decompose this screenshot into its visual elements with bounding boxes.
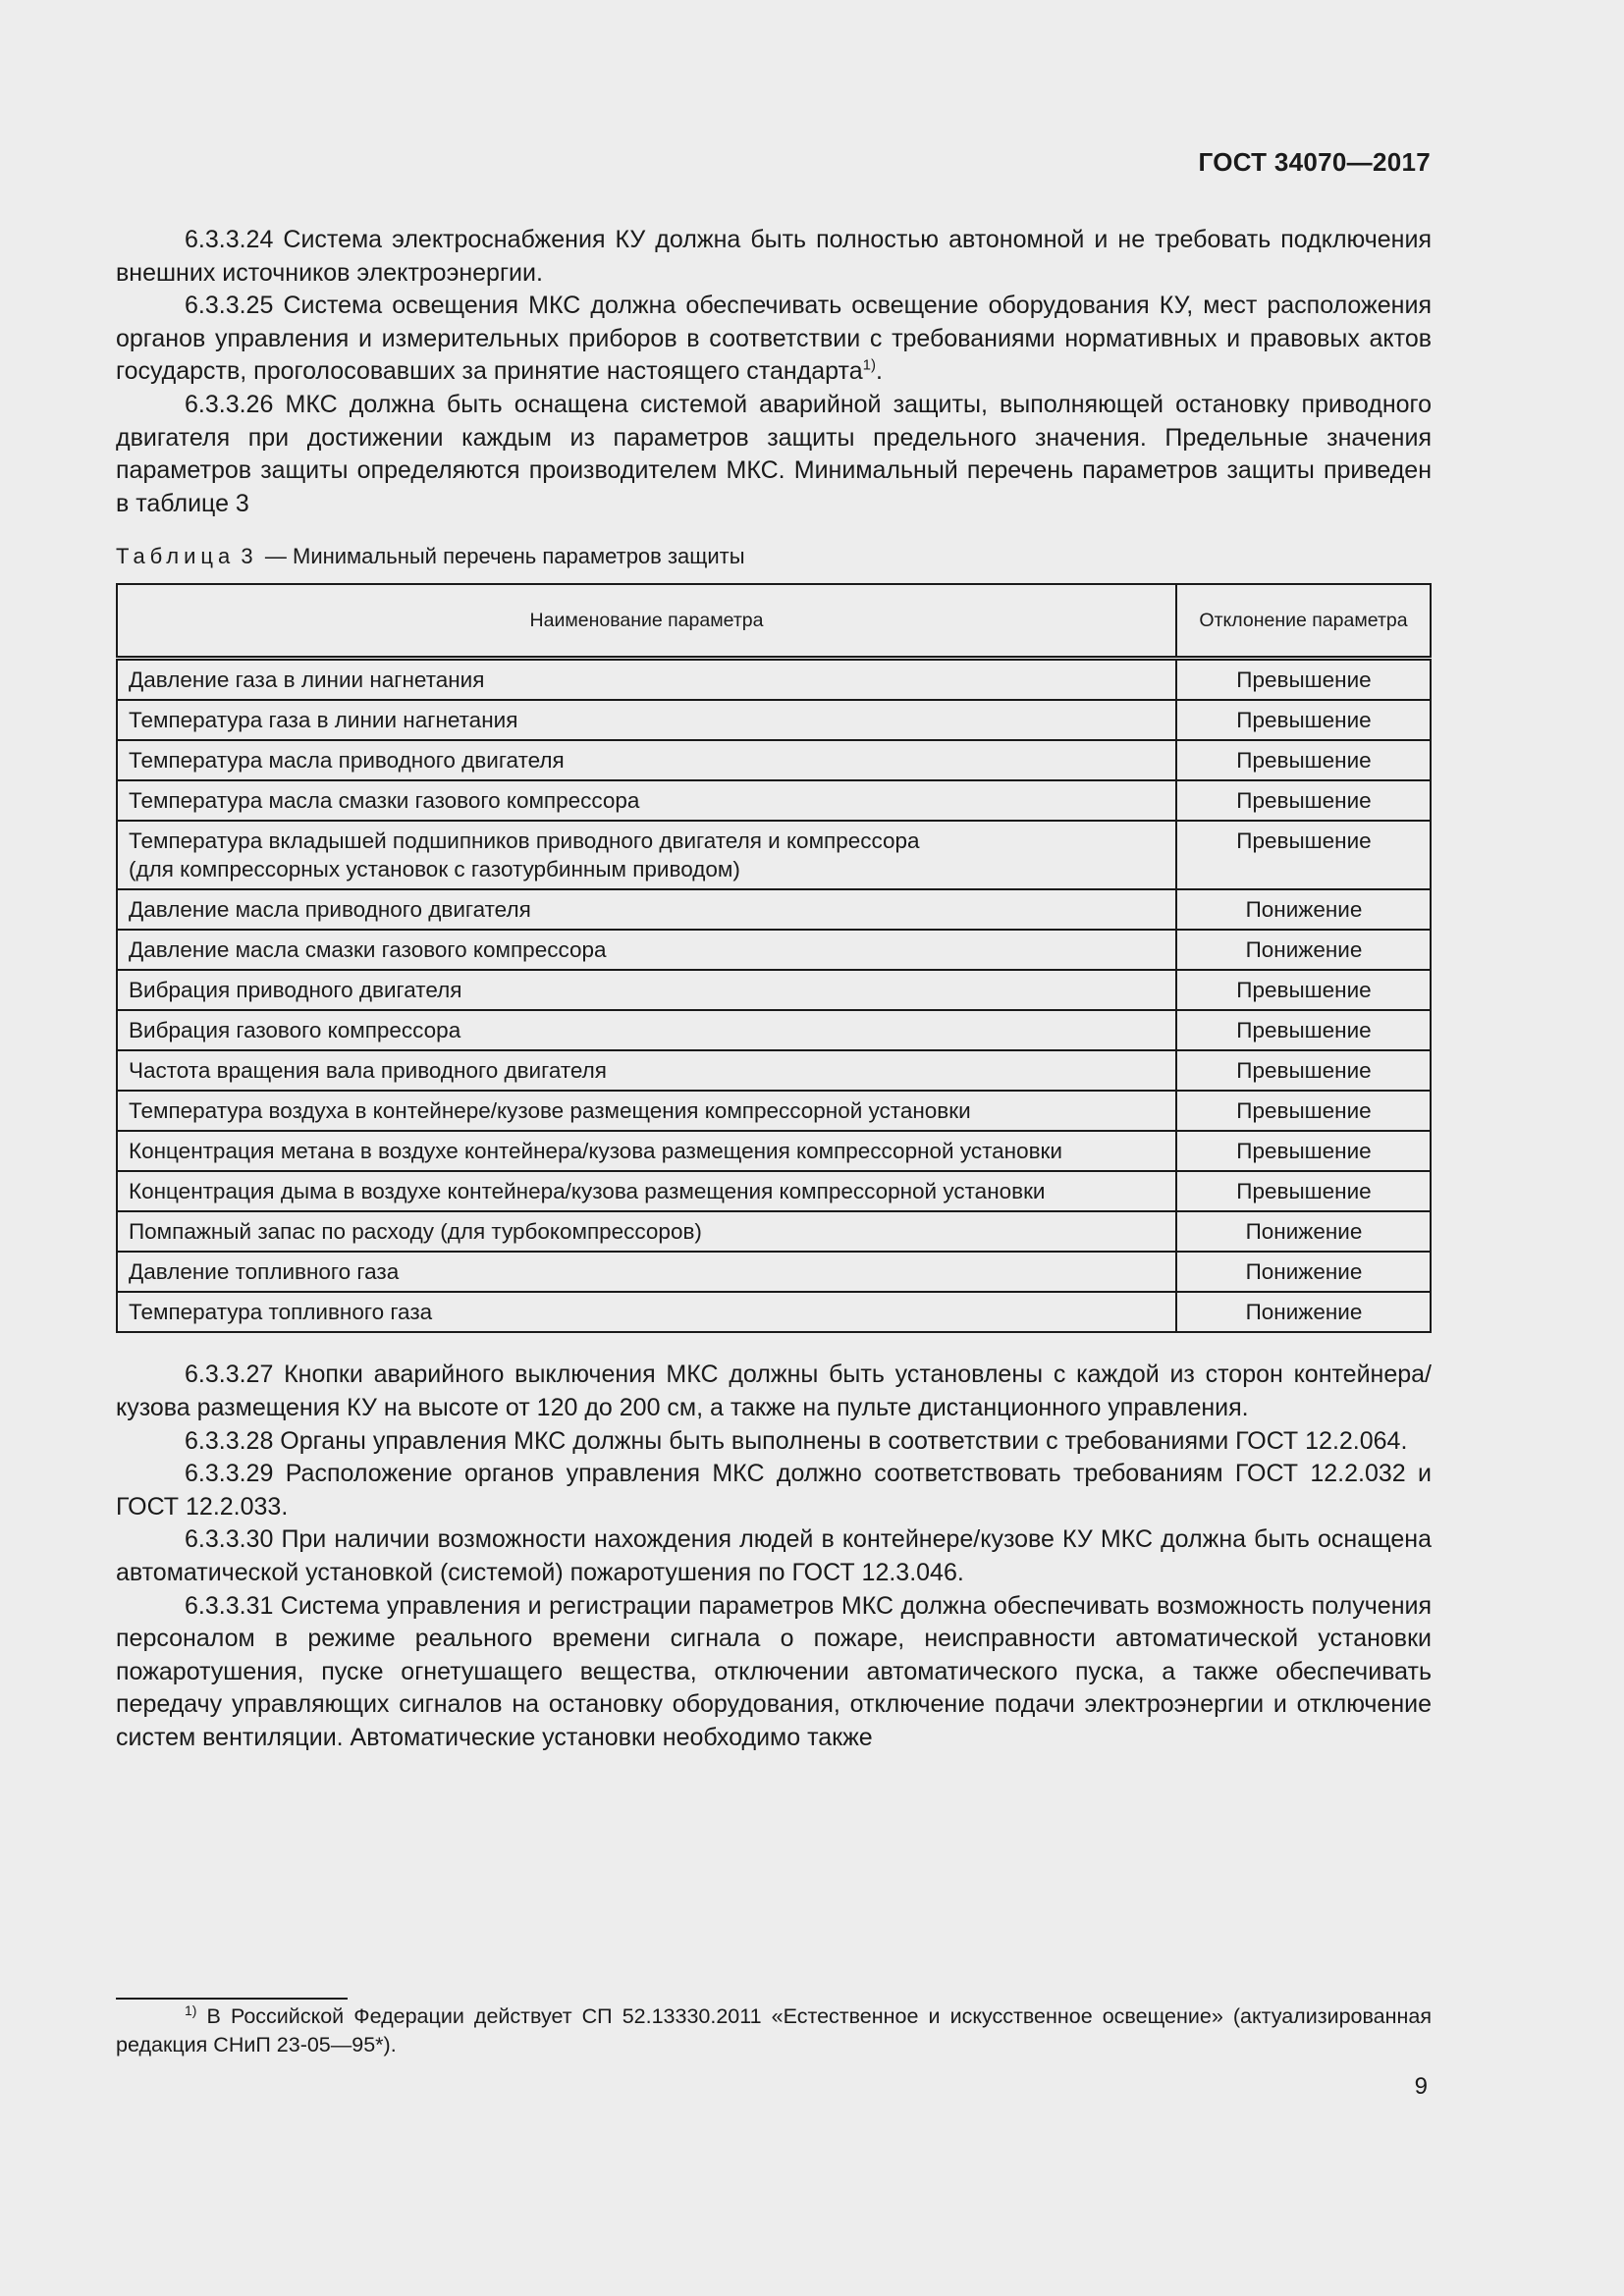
parameter-deviation: Понижение (1176, 889, 1431, 930)
paragraph-6-3-3-25 (116, 290, 1432, 389)
table-row (117, 659, 1431, 701)
parameter-deviation: Превышение (1176, 659, 1431, 701)
footnote-reference: 1) (862, 357, 876, 375)
table-row (117, 1292, 1431, 1332)
parameter-deviation: Превышение (1176, 1091, 1431, 1131)
table-row (117, 821, 1431, 889)
parameter-deviation: Превышение (1176, 1050, 1431, 1091)
paragraph-6-3-3-26 (116, 389, 1432, 520)
parameter-name: Температура газа в линии нагнетания (117, 700, 1176, 740)
parameter-name: Температура топливного газа (117, 1292, 1176, 1332)
table-row (117, 700, 1431, 740)
paragraph-6-3-3-31: 6.3.3.31 Система управления и регистрации параметров МКС должна обеспечивать возможность получения персоналом в режиме реального времени сигнала о пожаре, неисправности автоматической установки пожаротушения, пуске огнетушащего вещества, отключении автоматического пуска, а также обеспечивать передачу управляющих сигналов на остановку оборудования, отключение подачи электроэнергии и отключение систем вентиляции. Автоматические установки необходимо также (116, 1591, 1432, 1751)
table-row (117, 1091, 1431, 1131)
footnote (116, 2002, 1432, 2059)
table-row (117, 780, 1431, 821)
paragraph-text: 6.3.3.25 Система освещения МКС должна обеспечивать освещение оборудования КУ, мест расположения органов управления и измерительных приборов в соответствии с требованиями нормативных и правовых актов государств, проголосовавших за принятие настоящего стандарта (116, 292, 1432, 386)
parameter-name: Концентрация дыма в воздухе контейнера/кузова размещения компрессорной установки (117, 1171, 1176, 1211)
table-row (117, 970, 1431, 1010)
parameter-deviation: Превышение (1176, 821, 1431, 889)
document-id-header: ГОСТ 34070—2017 (1198, 147, 1431, 177)
table-row (117, 1131, 1431, 1171)
table-header-row (117, 584, 1431, 659)
table-row (117, 740, 1431, 780)
paragraph-6-3-3-29: 6.3.3.29 Расположение органов управления МКС должно соответствовать требованиям ГОСТ 12.2.032 и ГОСТ 12.2.033. (116, 1460, 1432, 1521)
parameter-deviation: Превышение (1176, 970, 1431, 1010)
paragraph-tail: . (875, 357, 883, 386)
paragraph-6-3-3-28: 6.3.3.28 Органы управления МКС должны быть выполнены в соответствии с требованиями ГОСТ 12.2.064. (185, 1426, 1408, 1455)
protection-parameters-table (116, 583, 1432, 1333)
table-caption (116, 542, 1432, 571)
header-parameter-name: Наименование параметра (117, 584, 1176, 659)
parameter-deviation: Понижение (1176, 1292, 1431, 1332)
parameter-deviation: Превышение (1176, 780, 1431, 821)
parameter-deviation: Превышение (1176, 740, 1431, 780)
table-caption-title: — Минимальный перечень параметров защиты (264, 544, 745, 569)
paragraph-text: 6.3.3.26 МКС должна быть оснащена системой аварийной защиты, выполняющей остановку приводного двигателя при достижении каждым из параметров защиты предельного значения. Предельные значения параметров защиты определяются производителем МКС. Минимальный перечень параметров защиты приведен в таблице 3 (116, 390, 1432, 517)
table-row (117, 1010, 1431, 1050)
table-caption-number: 3 (241, 544, 253, 569)
table-caption-word: Таблица (116, 544, 236, 569)
parameter-name: Частота вращения вала приводного двигателя (117, 1050, 1176, 1091)
footnote-text: В Российской Федерации действует СП 52.13330.2011 «Естественное и искусственное освещение» (актуализированная редакция СНиП 23-05—95*). (116, 2004, 1432, 2056)
parameter-name (117, 821, 1176, 889)
paragraph-6-3-3-27: 6.3.3.27 Кнопки аварийного выключения МКС должны быть установлены с каждой из сторон контейнера/кузова размещения КУ на высоте от 120 до 200 см, а также на пульте дистанционного управления. (116, 1361, 1432, 1421)
parameter-deviation: Превышение (1176, 1131, 1431, 1171)
header-parameter-deviation: Отклонение параметра (1176, 584, 1431, 659)
paragraph-6-3-3-30: 6.3.3.30 При наличии возможности нахождения людей в контейнере/кузове КУ МКС должна быть оснащена автоматической установкой (системой) пожаротушения по ГОСТ 12.3.046. (116, 1525, 1432, 1586)
parameter-name-line2: (для компрессорных установок с газотурбинным приводом) (129, 857, 740, 882)
parameter-deviation: Понижение (1176, 1252, 1431, 1292)
paragraph-text: 6.3.3.24 Система электроснабжения КУ должна быть полностью автономной и не требовать подключения внешних источников электроэнергии. (116, 226, 1432, 287)
parameter-name: Концентрация метана в воздухе контейнера/кузова размещения компрессорной установки (117, 1131, 1176, 1171)
table-row (117, 1171, 1431, 1211)
parameter-deviation: Превышение (1176, 1171, 1431, 1211)
parameter-name: Вибрация газового компрессора (117, 1010, 1176, 1050)
table-row (117, 1211, 1431, 1252)
table-row (117, 889, 1431, 930)
parameter-name: Давление масла приводного двигателя (117, 889, 1176, 930)
table-row (117, 1050, 1431, 1091)
parameter-deviation: Понижение (1176, 1211, 1431, 1252)
table-row (117, 930, 1431, 970)
parameter-name: Помпажный запас по расходу (для турбокомпрессоров) (117, 1211, 1176, 1252)
parameter-name: Вибрация приводного двигателя (117, 970, 1176, 1010)
table-row (117, 1252, 1431, 1292)
parameter-deviation: Превышение (1176, 1010, 1431, 1050)
parameter-name: Давление газа в линии нагнетания (117, 659, 1176, 701)
parameter-name: Давление топливного газа (117, 1252, 1176, 1292)
parameter-deviation: Превышение (1176, 700, 1431, 740)
parameter-name: Температура масла смазки газового компрессора (117, 780, 1176, 821)
parameter-name: Температура масла приводного двигателя (117, 740, 1176, 780)
paragraph-6-3-3-24 (116, 224, 1432, 290)
footnote-separator (116, 1998, 348, 2000)
parameter-name: Температура воздуха в контейнере/кузове размещения компрессорной установки (117, 1091, 1176, 1131)
footnote-marker: 1) (185, 2002, 197, 2018)
main-content (116, 224, 1432, 1754)
parameter-name: Давление масла смазки газового компрессора (117, 930, 1176, 970)
parameter-deviation: Понижение (1176, 930, 1431, 970)
page-number: 9 (1414, 2073, 1428, 2100)
parameter-name-line1: Температура вкладышей подшипников приводного двигателя и компрессора (129, 828, 920, 854)
